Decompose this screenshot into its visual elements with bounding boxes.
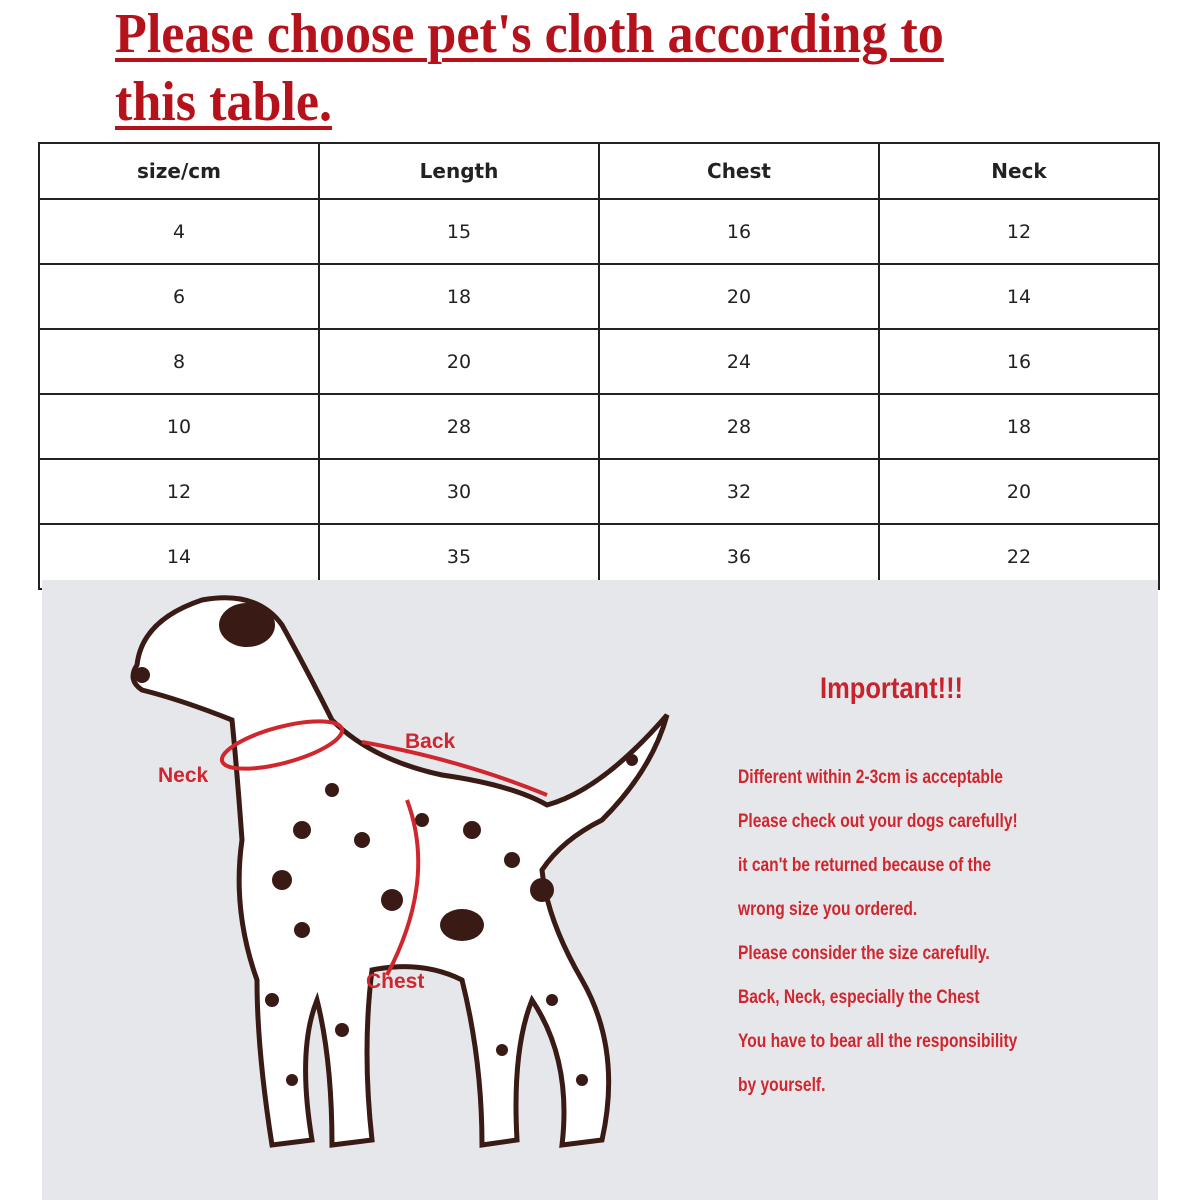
important-note-line: You have to bear all the responsibility <box>738 1031 1018 1052</box>
important-notes <box>738 764 1079 1116</box>
important-note-line: Different within 2-3cm is acceptable <box>738 767 1003 788</box>
table-cell: 36 <box>599 524 879 589</box>
back-label: Back <box>405 730 456 753</box>
important-note-line: Please consider the size carefully. <box>738 943 990 964</box>
table-row <box>39 264 1159 329</box>
header-size: size/cm <box>39 143 319 199</box>
table-cell: 10 <box>39 394 319 459</box>
table-cell: 15 <box>319 199 599 264</box>
table-cell: 28 <box>599 394 879 459</box>
header-length: Length <box>319 143 599 199</box>
table-row <box>39 199 1159 264</box>
table-header-row <box>39 143 1159 199</box>
table-cell: 20 <box>879 459 1159 524</box>
size-table <box>38 142 1160 590</box>
table-cell: 16 <box>879 329 1159 394</box>
table-cell: 14 <box>879 264 1159 329</box>
table-row <box>39 459 1159 524</box>
neck-label: Neck <box>158 764 209 787</box>
table-cell: 20 <box>319 329 599 394</box>
table-cell: 4 <box>39 199 319 264</box>
chest-label: Chest <box>366 970 425 993</box>
important-note-line: it can't be returned because of the <box>738 855 992 876</box>
table-cell: 8 <box>39 329 319 394</box>
title-line-1: Please choose pet's cloth according to <box>115 3 944 65</box>
important-note-line: wrong size you ordered. <box>738 899 918 920</box>
title-line-2: this table. <box>115 71 333 133</box>
table-cell: 22 <box>879 524 1159 589</box>
table-cell: 35 <box>319 524 599 589</box>
table-row <box>39 394 1159 459</box>
table-cell: 12 <box>39 459 319 524</box>
table-cell: 30 <box>319 459 599 524</box>
important-note-line: Back, Neck, especially the Chest <box>738 987 980 1008</box>
header-chest: Chest <box>599 143 879 199</box>
table-cell: 16 <box>599 199 879 264</box>
table-cell: 20 <box>599 264 879 329</box>
important-heading: Important!!! <box>820 672 964 705</box>
table-cell: 6 <box>39 264 319 329</box>
table-row <box>39 329 1159 394</box>
table-cell: 12 <box>879 199 1159 264</box>
header-neck: Neck <box>879 143 1159 199</box>
important-note-line: by yourself. <box>738 1075 826 1096</box>
table-cell: 28 <box>319 394 599 459</box>
important-note-line: Please check out your dogs carefully! <box>738 811 1018 832</box>
dog-silhouette <box>133 598 667 1145</box>
table-cell: 24 <box>599 329 879 394</box>
table-cell: 14 <box>39 524 319 589</box>
table-cell: 18 <box>879 394 1159 459</box>
table-cell: 32 <box>599 459 879 524</box>
table-cell: 18 <box>319 264 599 329</box>
